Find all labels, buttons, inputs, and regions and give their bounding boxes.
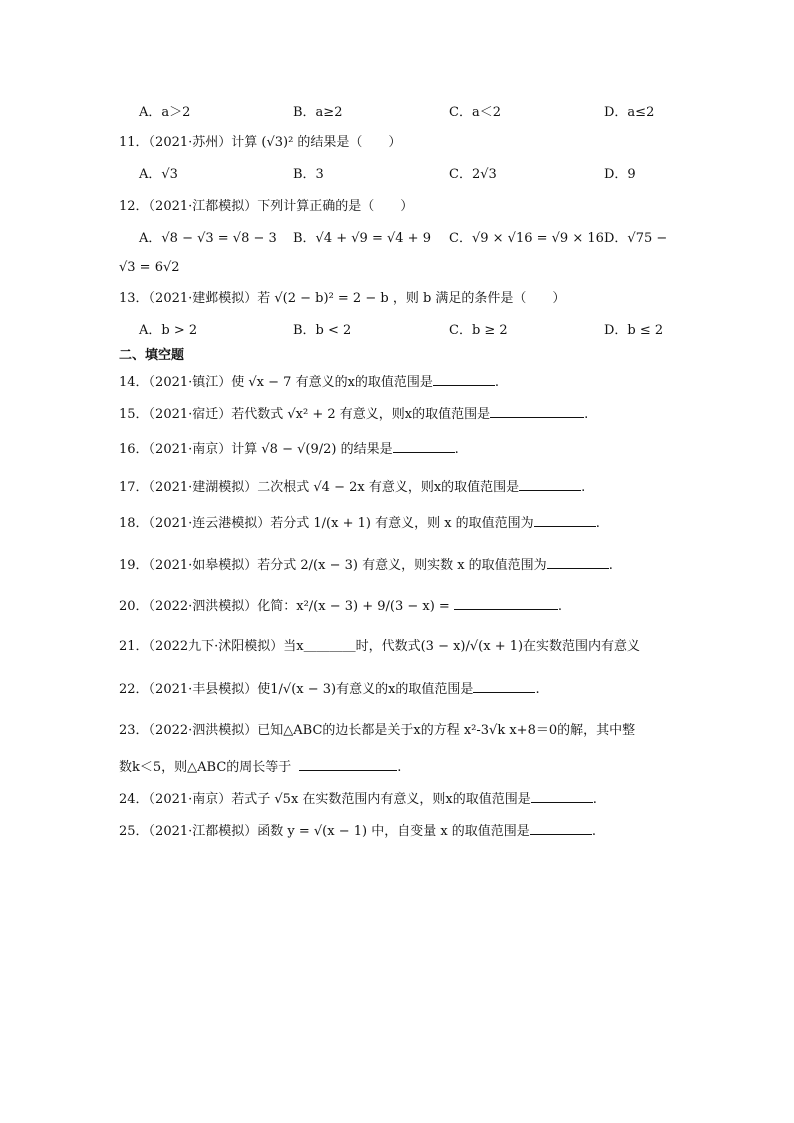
q22-period: . [535,682,540,697]
q16-line [119,440,694,459]
q11-option-b: B．3 [293,167,324,182]
q23-answer-blank [299,758,397,771]
q19-stem: 19．（2021·如皋模拟）若分式 2/(x − 3) 有意义，则实数 x 的取值范围为 [119,558,547,573]
q23-line-1: 23．（2022·泗洪模拟）已知△ABC的边长都是关于x的方程 x²-3√k x+8＝0的解，其中整 [119,723,636,738]
q13-option-c: C．b ≥ 2 [449,323,508,338]
q15-period: . [584,407,589,422]
q13-option-d: D．b ≤ 2 [604,323,664,338]
q24-period: . [592,792,597,807]
q22-line [119,680,694,699]
q23-period: . [397,760,402,775]
q18-line [119,514,694,533]
q22-stem: 22．（2021·丰县模拟）使1/√(x − 3)有意义的x的取值范围是 [119,682,474,697]
q19-period: . [608,558,613,573]
q11-option-d: D．9 [604,167,636,182]
q13-stem: 13．（2021·建邺模拟）若 √(2 − b)² = 2 − b ，则 b 满足的条件是（ ） [119,291,566,306]
q17-answer-blank [519,478,581,491]
q24-answer-blank [531,790,593,803]
q23-stem-end: 数k＜5，则△ABC的周长等于 [119,760,292,775]
q12-option-a: A．√8 − √3 = √8 − 3 [139,231,277,246]
q25-answer-blank [530,822,592,835]
q20-period: . [557,599,562,614]
q12-stem: 12．（2021·江都模拟）下列计算正确的是（ ） [119,199,414,214]
q11-option-c: C．2√3 [449,167,497,182]
q25-period: . [591,824,596,839]
q18-period: . [595,516,600,531]
q25-line [119,822,694,841]
q17-line [119,478,694,497]
q15-answer-blank [490,405,584,418]
q18-answer-blank [534,514,596,527]
q24-stem: 24．（2021·南京）若式子 √5x 在实数范围内有意义，则x的取值范围是 [119,792,531,807]
q11-stem: 11．（2021·苏州）计算 (√3)² 的结果是（ ） [119,135,402,150]
q24-line [119,790,694,809]
q14-period: . [494,375,500,390]
q11-option-a: A．√3 [139,167,178,182]
q12-option-d: D．√75 − [604,231,668,246]
q18-stem: 18．（2021·连云港模拟）若分式 1/(x + 1) 有意义，则 x 的取值范围为 [119,516,534,531]
q17-period: . [581,480,586,495]
q23-line-2 [119,758,694,777]
q12-option-b: B．√4 + √9 = √4 + 9 [293,231,431,246]
q13-option-a: A．b > 2 [139,323,198,338]
q20-line [119,597,694,616]
q10-option-b: B．a≥2 [293,105,343,120]
q10-option-a: A．a＞2 [139,105,191,120]
q19-line [119,556,694,575]
q16-answer-blank [393,440,455,453]
q10-option-c: C．a＜2 [449,105,501,120]
q22-answer-blank [473,680,535,693]
q14-answer-blank [433,373,495,386]
q14-line [119,373,694,392]
q14-stem: 14．（2021·镇江）使 √x − 7 有意义的x的取值范围是 [119,375,433,390]
q15-line [119,405,694,424]
q25-stem: 25．（2021·江都模拟）函数 y = √(x − 1) 中，自变量 x 的取值范围是 [119,824,530,839]
q20-stem: 20．（2022·泗洪模拟）化简：x²/(x − 3) + 9/(3 − x) = [119,599,450,614]
q16-period: . [454,442,459,457]
section-heading-fill-in: 二、填空题 [119,348,185,363]
q20-answer-blank [454,597,558,610]
q16-stem: 16．（2021·南京）计算 √8 − √(9/2) 的结果是 [119,442,393,457]
q13-option-b: B．b < 2 [293,323,352,338]
q12-option-c: C．√9 × √16 = √9 × 16 [449,231,604,246]
q21-line: 21．（2022九下·沭阳模拟）当x＿＿＿＿时，代数式(3 − x)/√(x + 1)在实数范围内有意义 [119,639,641,654]
q19-answer-blank [547,556,609,569]
q17-stem: 17．（2021·建湖模拟）二次根式 √4 − 2x 有意义，则x的取值范围是 [119,480,520,495]
q10-option-d: D．a≤2 [604,105,655,120]
q12-option-d-continued: √3 = 6√2 [119,260,180,275]
q15-stem: 15．（2021·宿迁）若代数式 √x² + 2 有意义，则x的取值范围是 [119,407,491,422]
